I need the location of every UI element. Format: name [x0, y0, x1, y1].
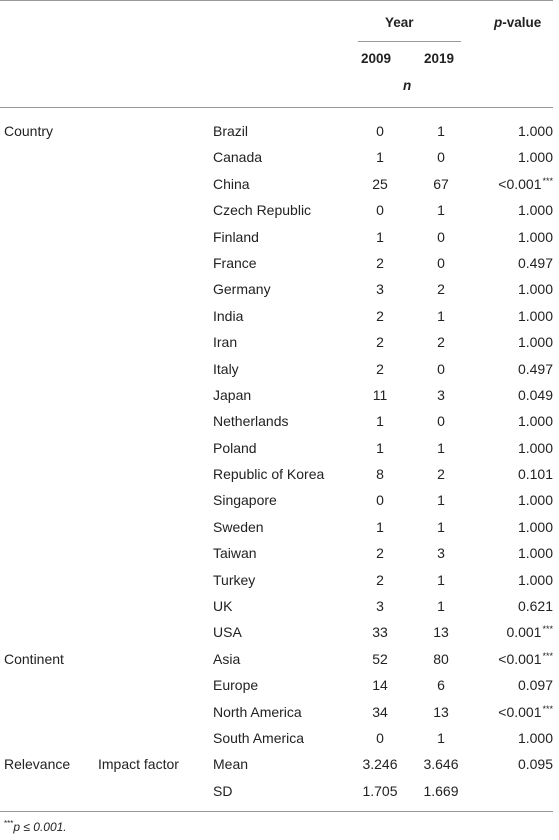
cell-2009: 1	[376, 413, 384, 430]
row-category: North America	[213, 703, 302, 720]
header-p-italic: p	[494, 15, 503, 30]
cell-2019: 2	[437, 281, 445, 298]
row-category: Europe	[213, 677, 259, 694]
footnote	[4, 819, 67, 834]
cell-p-value	[470, 334, 553, 350]
row-category: Brazil	[213, 123, 249, 139]
cell-p-value	[470, 704, 553, 720]
cell-2009: 2	[376, 360, 384, 377]
cell-2009: 14	[372, 677, 388, 694]
row-category: Iran	[213, 334, 238, 351]
table-row	[0, 435, 559, 461]
row-category: Czech Republic	[213, 202, 312, 219]
cell-2009: 34	[372, 703, 388, 720]
cell-2019: 1	[437, 123, 445, 139]
cell-2009: 33	[372, 624, 388, 641]
cell-2009: 0	[376, 729, 384, 746]
header-year: Year	[385, 15, 414, 30]
row-category: Japan	[213, 386, 252, 403]
cell-2009: 1	[376, 518, 384, 535]
p-value-text: <0.001	[498, 175, 542, 192]
row-category: Finland	[213, 228, 259, 245]
table-row	[0, 619, 559, 645]
header-p-suffix: -value	[502, 15, 542, 30]
cell-p-value	[470, 519, 553, 535]
cell-2009: 2	[376, 307, 384, 324]
header-2019: 2019	[424, 51, 455, 66]
cell-2019: 1.669	[423, 782, 459, 799]
table-row	[0, 593, 559, 619]
footnote-text: p ≤ 0.001.	[13, 820, 67, 834]
table-row	[0, 725, 559, 751]
row-category: Republic of Korea	[213, 466, 325, 483]
p-value-text: <0.001	[498, 650, 542, 667]
cell-p-value	[470, 624, 553, 640]
p-value-text: 0.097	[517, 677, 553, 694]
p-value-text: 0.497	[517, 360, 553, 377]
row-category: Canada	[213, 149, 263, 166]
table-body	[0, 118, 559, 804]
table-row	[0, 224, 559, 250]
cell-p-value	[470, 255, 553, 271]
row-category: South America	[213, 729, 305, 746]
cell-p-value	[470, 413, 553, 429]
cell-p-value	[470, 202, 553, 218]
cell-p-value	[470, 651, 553, 667]
cell-2019: 0	[437, 360, 445, 377]
cell-p-value	[470, 176, 553, 192]
row-category: Sweden	[213, 518, 264, 535]
cell-2019: 3	[437, 386, 445, 403]
cell-2019: 0	[437, 254, 445, 271]
table-row	[0, 461, 559, 487]
cell-2019: 1	[437, 307, 445, 324]
p-value-text: 1.000	[517, 334, 553, 351]
row-group-label: Relevance	[4, 756, 71, 773]
row-category: Mean	[213, 756, 249, 773]
table-row	[0, 408, 559, 434]
footnote-stars: ***	[4, 819, 14, 828]
table-row	[0, 144, 559, 170]
p-value-text: 0.497	[517, 254, 553, 271]
cell-2009: 2	[376, 571, 384, 588]
significance-marker: ***	[542, 175, 553, 186]
row-category: Poland	[213, 439, 257, 456]
row-category: Turkey	[213, 571, 256, 588]
cell-2019: 1	[437, 729, 445, 746]
cell-2009: 11	[372, 386, 388, 403]
cell-2019: 1	[437, 202, 445, 219]
cell-p-value	[470, 756, 553, 772]
cell-2009: 3	[376, 281, 384, 298]
cell-p-value	[470, 730, 553, 746]
p-value-text: 1.000	[517, 281, 553, 298]
row-category: Netherlands	[213, 413, 289, 430]
p-value-text: 1.000	[517, 518, 553, 535]
cell-p-value	[470, 440, 553, 456]
cell-2019: 2	[437, 466, 445, 483]
cell-2019: 1	[437, 492, 445, 509]
cell-2019: 0	[437, 228, 445, 245]
p-value-text: <0.001	[498, 703, 542, 720]
table-row	[0, 540, 559, 566]
table-row	[0, 171, 559, 197]
cell-p-value	[470, 466, 553, 482]
row-category: SD	[213, 782, 233, 799]
cell-p-value	[470, 281, 553, 297]
cell-2019: 80	[433, 650, 449, 667]
p-value-text: 1.000	[517, 307, 553, 324]
cell-2019: 1	[437, 598, 445, 615]
cell-2009: 0	[376, 123, 384, 139]
row-subgroup-label: Impact factor	[98, 756, 179, 773]
table-row	[0, 356, 559, 382]
p-value-text: 0.049	[517, 386, 553, 403]
cell-2009: 0	[376, 202, 384, 219]
table-row	[0, 567, 559, 593]
table-row	[0, 303, 559, 329]
row-category: USA	[213, 624, 242, 641]
p-value-text: 1.000	[517, 492, 553, 509]
table-row	[0, 276, 559, 302]
table-row	[0, 329, 559, 355]
cell-2009: 1.705	[362, 782, 398, 799]
cell-2009: 0	[376, 492, 384, 509]
table-bottom-rule	[0, 811, 553, 812]
cell-p-value	[470, 387, 553, 403]
cell-2019: 13	[433, 624, 449, 641]
table-row	[0, 118, 559, 144]
cell-2009: 52	[372, 650, 388, 667]
row-category: China	[213, 175, 250, 192]
p-value-text: 1.000	[517, 413, 553, 430]
p-value-text: 0.001	[506, 624, 542, 641]
cell-2009: 2	[376, 334, 384, 351]
cell-2009: 3	[376, 598, 384, 615]
table-row	[0, 514, 559, 540]
significance-marker: ***	[542, 650, 553, 661]
cell-2009: 8	[376, 466, 384, 483]
cell-p-value	[470, 229, 553, 245]
row-category: Italy	[213, 360, 239, 377]
cell-p-value	[470, 572, 553, 588]
table-top-rule	[0, 0, 553, 1]
table-header-rule	[0, 107, 553, 108]
cell-2019: 0	[437, 413, 445, 430]
cell-2019: 6	[437, 677, 445, 694]
cell-2009: 2	[376, 545, 384, 562]
p-value-text: 1.000	[517, 149, 553, 166]
cell-2019: 0	[437, 149, 445, 166]
table-row	[0, 699, 559, 725]
significance-marker: ***	[542, 624, 553, 635]
row-category: Germany	[213, 281, 271, 298]
cell-2009: 1	[376, 149, 384, 166]
table-row	[0, 197, 559, 223]
row-group-label: Continent	[4, 650, 64, 667]
header-n: n	[403, 78, 412, 93]
p-value-text: 1.000	[517, 202, 553, 219]
cell-2019: 67	[433, 175, 449, 192]
row-category: Singapore	[213, 492, 277, 509]
table-row	[0, 250, 559, 276]
cell-2009: 3.246	[362, 756, 398, 773]
cell-p-value	[470, 492, 553, 508]
header-p-value	[494, 15, 541, 30]
p-value-text: 1.000	[517, 228, 553, 245]
table-row	[0, 751, 559, 777]
row-group-label: Country	[4, 123, 54, 139]
p-value-text: 1.000	[517, 571, 553, 588]
row-category: India	[213, 307, 244, 324]
cell-2019: 3.646	[423, 756, 459, 773]
cell-p-value	[470, 361, 553, 377]
cell-2019: 2	[437, 334, 445, 351]
p-value-text: 1.000	[517, 439, 553, 456]
cell-p-value	[470, 149, 553, 165]
cell-2009: 1	[376, 228, 384, 245]
p-value-text: 0.101	[517, 466, 553, 483]
p-value-text: 1.000	[517, 545, 553, 562]
row-category: France	[213, 254, 257, 271]
cell-2009: 25	[372, 175, 388, 192]
row-category: Asia	[213, 650, 241, 667]
significance-marker: ***	[542, 703, 553, 714]
p-value-text: 1.000	[517, 729, 553, 746]
table-row	[0, 382, 559, 408]
cell-p-value	[470, 598, 553, 614]
year-subrule	[358, 41, 461, 42]
p-value-text: 0.621	[517, 598, 553, 615]
cell-2019: 1	[437, 439, 445, 456]
cell-2019: 3	[437, 545, 445, 562]
cell-2019: 1	[437, 571, 445, 588]
cell-2009: 1	[376, 439, 384, 456]
cell-p-value	[470, 677, 553, 693]
p-value-text: 1.000	[517, 123, 553, 139]
cell-2019: 13	[433, 703, 449, 720]
cell-p-value	[470, 545, 553, 561]
cell-p-value	[470, 308, 553, 324]
table-row	[0, 672, 559, 698]
table-row	[0, 487, 559, 513]
p-value-text: 0.095	[517, 756, 553, 773]
row-category: Taiwan	[213, 545, 257, 562]
row-category: UK	[213, 598, 233, 615]
header-2009: 2009	[361, 51, 392, 66]
cell-2019: 1	[437, 518, 445, 535]
table-row	[0, 778, 559, 804]
cell-2009: 2	[376, 254, 384, 271]
cell-p-value	[470, 123, 553, 139]
table-row	[0, 646, 559, 672]
